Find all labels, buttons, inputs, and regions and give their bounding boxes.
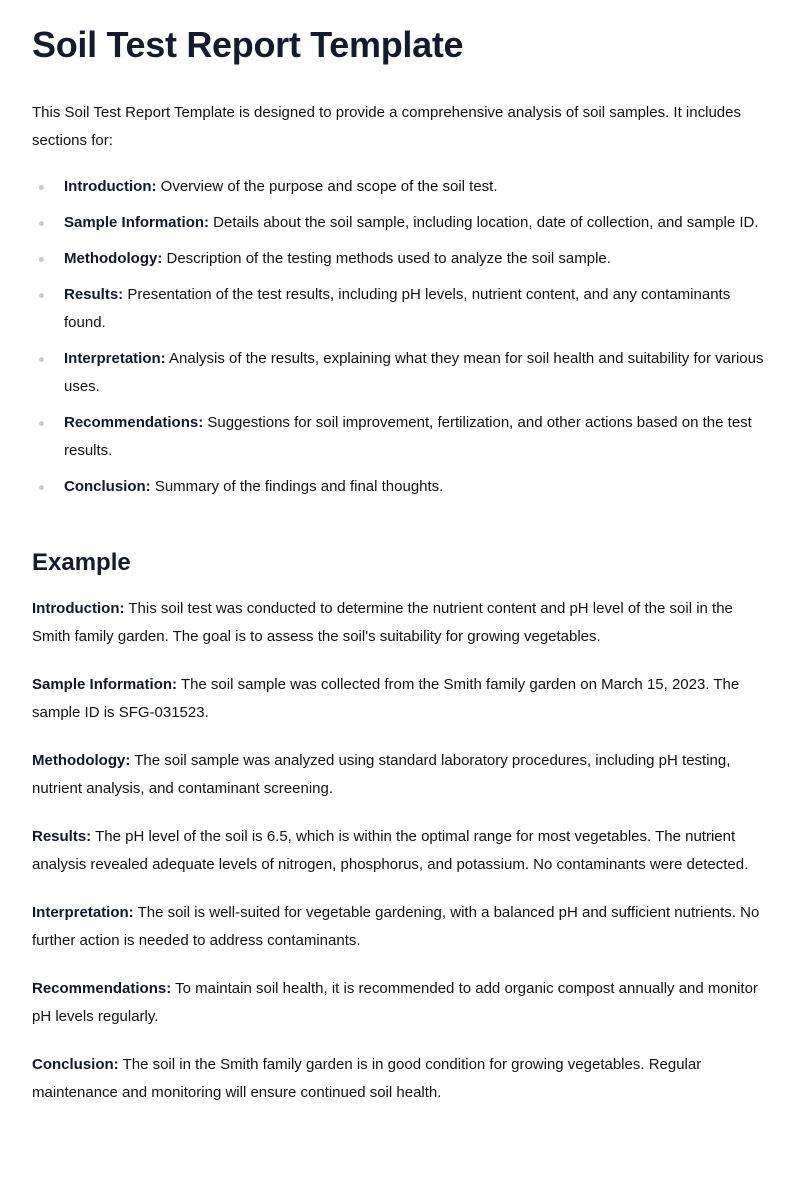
bullet-icon [39, 293, 44, 298]
example-term: Methodology: [32, 752, 131, 769]
example-sample-information [32, 671, 768, 727]
list-item [32, 473, 768, 501]
list-item-term: Interpretation: [64, 350, 166, 367]
bullet-icon [39, 357, 44, 362]
list-item-text: Details about the soil sample, including location, date of collection, and sample ID. [209, 214, 759, 231]
list-item [32, 281, 768, 337]
list-item [32, 173, 768, 201]
example-text: The pH level of the soil is 6.5, which is within the optimal range for most vegetables. The nutrient analysis revealed adequate levels of nitrogen, phosphorus, and potassium. No contaminants were detected. [32, 828, 749, 873]
list-item-text: Description of the testing methods used to analyze the soil sample. [162, 250, 611, 267]
example-results [32, 823, 768, 879]
example-term: Introduction: [32, 600, 125, 617]
intro-paragraph: This Soil Test Report Template is designed to provide a comprehensive analysis of soil samples. It includes sections for: [32, 104, 741, 149]
example-recommendations [32, 975, 768, 1031]
example-introduction [32, 595, 768, 651]
list-item [32, 245, 768, 273]
list-item-term: Methodology: [64, 250, 163, 267]
bullet-icon [39, 185, 44, 190]
example-text: To maintain soil health, it is recommended to add organic compost annually and monitor pH levels regularly. [32, 980, 758, 1025]
bullet-icon [39, 221, 44, 226]
example-methodology [32, 747, 768, 803]
example-interpretation [32, 899, 768, 955]
list-item-text: Suggestions for soil improvement, fertilization, and other actions based on the test results. [64, 414, 752, 459]
example-term: Recommendations: [32, 980, 172, 997]
example-text: The soil is well-suited for vegetable gardening, with a balanced pH and sufficient nutrients. No further action is needed to address contaminants. [32, 904, 760, 949]
list-item-term: Recommendations: [64, 414, 204, 431]
example-term: Sample Information: [32, 676, 178, 693]
example-conclusion [32, 1051, 768, 1107]
sections-list [32, 173, 768, 501]
list-item-text: Summary of the findings and final thoughts. [150, 478, 444, 495]
list-item [32, 209, 768, 237]
list-item-term: Sample Information: [64, 214, 210, 231]
list-item-term: Introduction: [64, 178, 157, 195]
bullet-icon [39, 257, 44, 262]
example-term: Interpretation: [32, 904, 134, 921]
list-item-term: Conclusion: [64, 478, 151, 495]
example-text: This soil test was conducted to determine the nutrient content and pH level of the soil in the Smith family garden. The goal is to assess the soil's suitability for growing vegetables. [32, 600, 733, 645]
list-item-text: Presentation of the test results, including pH levels, nutrient content, and any contaminants found. [64, 286, 731, 331]
bullet-icon [39, 421, 44, 426]
example-text: The soil sample was analyzed using standard laboratory procedures, including pH testing, nutrient analysis, and contaminant screening. [32, 752, 731, 797]
example-text: The soil sample was collected from the Smith family garden on March 15, 2023. The sample ID is SFG-031523. [32, 676, 740, 721]
list-item-term: Results: [64, 286, 124, 303]
example-heading: Example [32, 549, 131, 576]
list-item-text: Analysis of the results, explaining what they mean for soil health and suitability for various uses. [64, 350, 764, 395]
list-item [32, 345, 768, 401]
page-title: Soil Test Report Template [32, 24, 464, 65]
example-term: Results: [32, 828, 92, 845]
list-item-text: Overview of the purpose and scope of the soil test. [156, 178, 498, 195]
example-text: The soil in the Smith family garden is in good condition for growing vegetables. Regular maintenance and monitoring will ensure continued soil health. [32, 1056, 702, 1101]
bullet-icon [39, 485, 44, 490]
example-term: Conclusion: [32, 1056, 119, 1073]
list-item [32, 409, 768, 465]
